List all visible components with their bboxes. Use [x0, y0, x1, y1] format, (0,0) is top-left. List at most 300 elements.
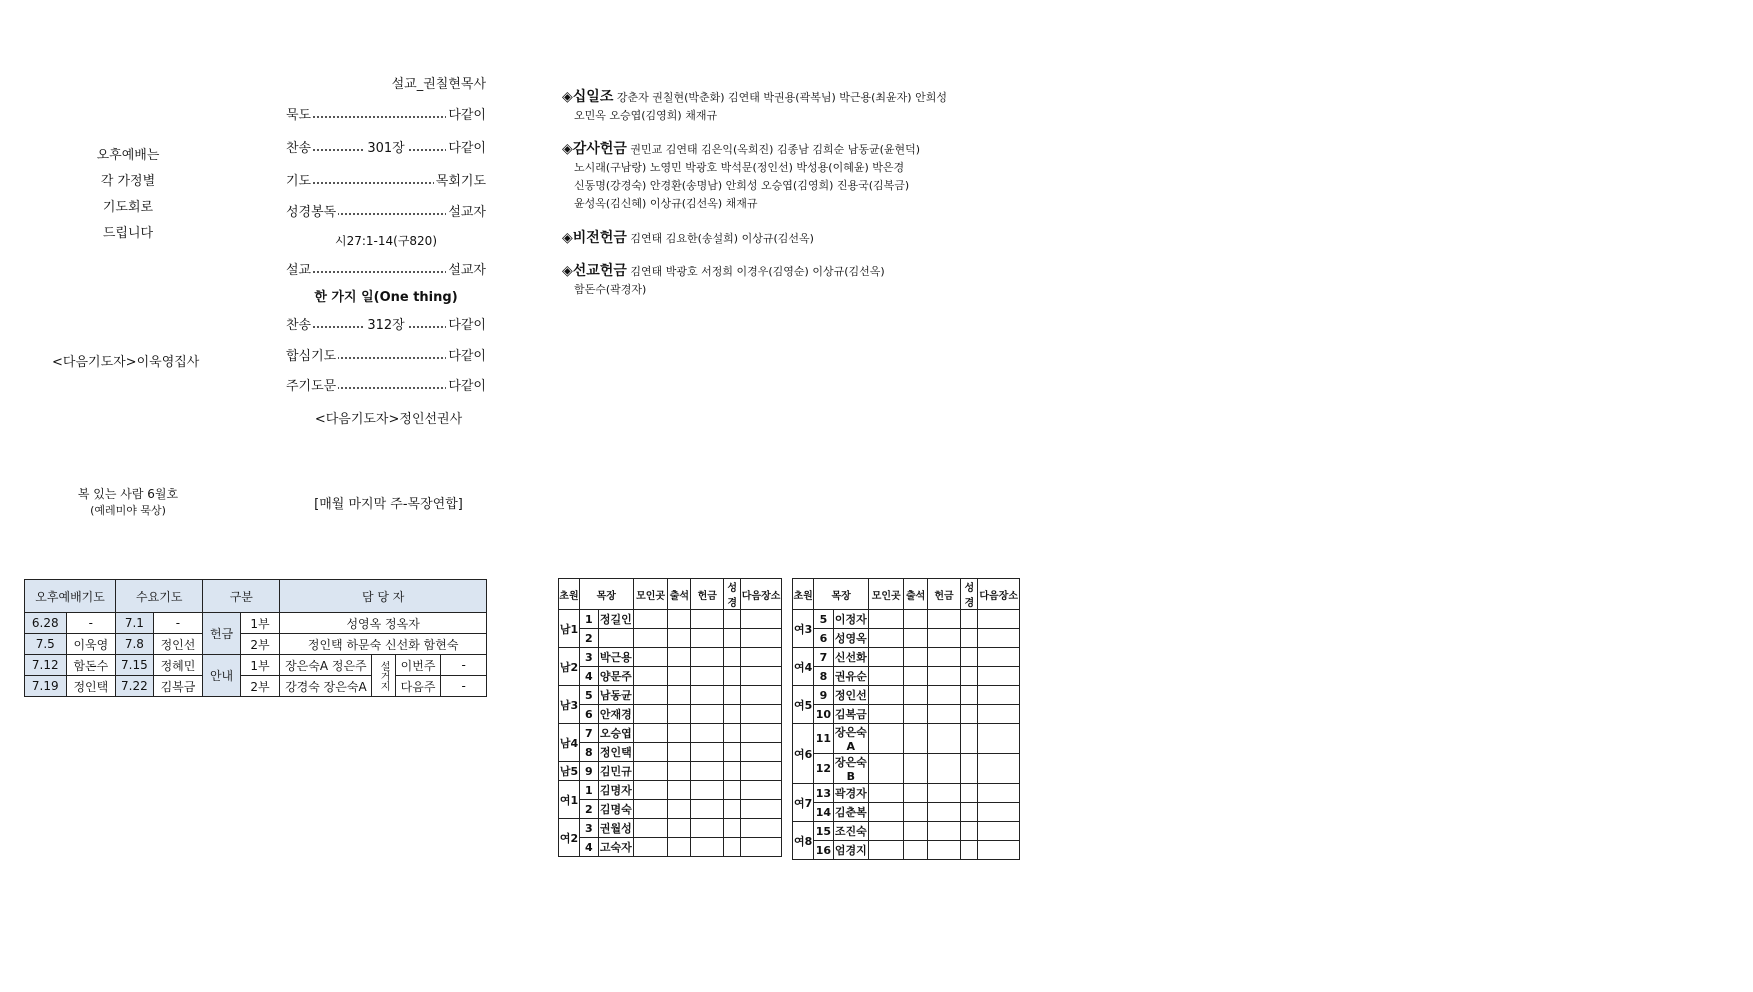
blank-entry-cell	[961, 754, 978, 784]
table-row	[793, 705, 1020, 724]
table-row	[559, 648, 782, 667]
offering-heading: ◈비전헌금	[562, 230, 627, 246]
blank-entry-cell	[668, 610, 691, 629]
table-row	[793, 648, 1020, 667]
group-header-cell: 헌금	[691, 579, 724, 610]
blank-entry-cell	[869, 784, 904, 803]
group-header-cell: 목장	[579, 579, 633, 610]
worship-item-label: 기도	[286, 170, 313, 189]
header-wednesday-prayer: 수요기도	[116, 580, 203, 613]
blank-entry-cell	[691, 629, 724, 648]
blank-entry-cell	[691, 724, 724, 743]
offering-vision	[562, 229, 1042, 248]
blank-entry-cell	[904, 784, 927, 803]
blank-entry-cell	[633, 800, 668, 819]
blank-entry-cell	[869, 686, 904, 705]
table-row	[793, 629, 1020, 648]
blank-entry-cell	[869, 841, 904, 860]
table-row	[559, 800, 782, 819]
blank-entry-cell	[978, 648, 1020, 667]
blank-entry-cell	[961, 629, 978, 648]
blank-entry-cell	[724, 667, 741, 686]
blank-entry-cell	[668, 686, 691, 705]
worship-item-label: 합심기도	[286, 345, 338, 364]
offering-duty: 성영옥 정옥자	[280, 613, 487, 634]
blank-entry-cell	[927, 803, 960, 822]
blank-entry-cell	[904, 648, 927, 667]
blank-entry-cell	[724, 686, 741, 705]
blank-entry-cell	[927, 629, 960, 648]
table-row	[25, 634, 487, 655]
group-leader-name: 김춘복	[833, 803, 868, 822]
scripture: 시27:1-14(구820)	[335, 234, 437, 248]
table-row	[559, 724, 782, 743]
group-leader-name	[598, 629, 633, 648]
group-leader-name: 박근용	[598, 648, 633, 667]
blank-entry-cell	[869, 724, 904, 754]
group-number: 9	[579, 762, 598, 781]
table-row	[559, 667, 782, 686]
offering-names: 강춘자 권칠현(박춘화) 김연태 박권용(곽복님) 박근용(최윤자) 안희성	[616, 91, 947, 104]
blank-entry-cell	[869, 648, 904, 667]
blank-entry-cell	[691, 667, 724, 686]
worship-item-leader: 다같이	[446, 314, 486, 333]
worship-item	[286, 314, 486, 334]
group-leader-name: 정인택	[598, 743, 633, 762]
blank-entry-cell	[978, 822, 1020, 841]
offering-tithe	[562, 88, 1042, 125]
group-number: 4	[579, 838, 598, 857]
blank-entry-cell	[978, 610, 1020, 629]
notice-line: 오후예배는	[96, 148, 160, 163]
blank-entry-cell	[633, 838, 668, 857]
blank-entry-cell	[633, 667, 668, 686]
group-leader-name: 오승엽	[598, 724, 633, 743]
worship-item	[286, 375, 486, 395]
group-header-cell: 초원	[793, 579, 814, 610]
blank-entry-cell	[633, 762, 668, 781]
group-number: 3	[579, 648, 598, 667]
group-header-cell: 초원	[559, 579, 580, 610]
next-week-person: -	[441, 676, 487, 697]
blank-entry-cell	[724, 705, 741, 724]
blank-entry-cell	[869, 610, 904, 629]
group-header-cell: 성경	[724, 579, 741, 610]
group-name: 남1	[559, 610, 580, 648]
blank-entry-cell	[961, 724, 978, 754]
offering-mission	[562, 262, 1042, 299]
sermon-title: 한 가지 일(One thing)	[314, 290, 458, 305]
person-cell: 함돈수	[66, 655, 116, 676]
blank-entry-cell	[904, 724, 927, 754]
group-leader-name: 양문주	[598, 667, 633, 686]
blank-entry-cell	[633, 705, 668, 724]
blank-entry-cell	[978, 784, 1020, 803]
blank-entry-cell	[741, 743, 782, 762]
group-leader-name: 장은숙A	[833, 724, 868, 754]
table-row	[793, 841, 1020, 860]
group-number: 7	[579, 724, 598, 743]
blank-entry-cell	[961, 648, 978, 667]
worship-item-hymn: 301장	[364, 137, 407, 156]
blank-entry-cell	[724, 629, 741, 648]
blank-entry-cell	[869, 705, 904, 724]
group-number: 5	[814, 610, 833, 629]
blank-entry-cell	[741, 724, 782, 743]
blank-entry-cell	[741, 838, 782, 857]
group-number: 16	[814, 841, 833, 860]
blank-entry-cell	[904, 610, 927, 629]
blank-entry-cell	[961, 822, 978, 841]
table-row	[793, 667, 1020, 686]
person-cell: 정인택	[66, 676, 116, 697]
group-leader-name: 곽경자	[833, 784, 868, 803]
next-prayer-right: <다음기도자>정인선권사	[314, 412, 463, 427]
blank-entry-cell	[741, 610, 782, 629]
worship-item-label: 설교	[286, 259, 313, 278]
blank-entry-cell	[741, 781, 782, 800]
blank-entry-cell	[978, 724, 1020, 754]
group-leader-name: 김민규	[598, 762, 633, 781]
table-row	[559, 838, 782, 857]
table-row	[559, 743, 782, 762]
group-table-header	[559, 579, 782, 610]
blank-entry-cell	[978, 841, 1020, 860]
blank-entry-cell	[724, 724, 741, 743]
person-cell: 김복금	[153, 676, 203, 697]
blank-entry-cell	[741, 819, 782, 838]
dishwashing-label: 설거지	[372, 655, 395, 697]
blank-entry-cell	[741, 667, 782, 686]
date-cell: 7.1	[116, 613, 153, 634]
group-number: 5	[579, 686, 598, 705]
blank-entry-cell	[691, 819, 724, 838]
header-afternoon-prayer: 오후예배기도	[25, 580, 116, 613]
blank-entry-cell	[904, 686, 927, 705]
blank-entry-cell	[741, 762, 782, 781]
group-leader-name: 정길인	[598, 610, 633, 629]
blank-entry-cell	[869, 822, 904, 841]
group-name: 남2	[559, 648, 580, 686]
this-week-label: 이번주	[395, 655, 441, 676]
offering-names: 노시래(구남랑) 노영민 박광호 박석문(정인선) 박성용(이혜윤) 박은경	[574, 161, 905, 174]
blank-entry-cell	[724, 819, 741, 838]
offering-names: 김연태 김요한(송설희) 이상규(김선옥)	[630, 232, 814, 245]
blank-entry-cell	[904, 754, 927, 784]
group-number: 6	[814, 629, 833, 648]
blank-entry-cell	[927, 686, 960, 705]
group-number: 2	[579, 629, 598, 648]
group-table-left	[558, 578, 782, 857]
group-leader-name: 권월성	[598, 819, 633, 838]
blank-entry-cell	[691, 743, 724, 762]
group-leader-name: 김명자	[598, 781, 633, 800]
blank-entry-cell	[741, 705, 782, 724]
worship-item-label: 성경봉독	[286, 201, 338, 220]
blank-entry-cell	[869, 754, 904, 784]
group-name: 여7	[793, 784, 814, 822]
header-person-in-charge: 담 당 자	[280, 580, 487, 613]
table-row	[793, 754, 1020, 784]
group-number: 8	[579, 743, 598, 762]
newsletter-subtitle: (예레미야 묵상)	[90, 504, 166, 517]
group-number: 9	[814, 686, 833, 705]
blank-entry-cell	[668, 705, 691, 724]
group-number: 1	[579, 610, 598, 629]
blank-entry-cell	[668, 724, 691, 743]
monthly-note: [매월 마지막 주-목장연합]	[314, 497, 463, 512]
date-cell: 7.19	[25, 676, 67, 697]
group-number: 11	[814, 724, 833, 754]
blank-entry-cell	[869, 667, 904, 686]
group-header-cell: 다음장소	[741, 579, 782, 610]
group-leader-name: 성영옥	[833, 629, 868, 648]
blank-entry-cell	[633, 724, 668, 743]
notice-line: 드립니다	[102, 226, 154, 241]
blank-entry-cell	[724, 781, 741, 800]
blank-entry-cell	[668, 762, 691, 781]
blank-entry-cell	[961, 705, 978, 724]
blank-entry-cell	[927, 822, 960, 841]
group-header-cell: 출석	[904, 579, 927, 610]
part-label: 2부	[240, 676, 280, 697]
blank-entry-cell	[741, 800, 782, 819]
group-leader-name: 정인선	[833, 686, 868, 705]
group-number: 2	[579, 800, 598, 819]
group-number: 10	[814, 705, 833, 724]
blank-entry-cell	[927, 648, 960, 667]
group-header-cell: 다음장소	[978, 579, 1020, 610]
worship-item-label: 찬송	[286, 314, 313, 333]
worship-item	[286, 104, 486, 124]
group-table-header	[793, 579, 1020, 610]
worship-item-label: 묵도	[286, 104, 313, 123]
person-cell: 정혜민	[153, 655, 203, 676]
date-cell: 7.22	[116, 676, 153, 697]
table-row	[793, 686, 1020, 705]
date-cell: 7.5	[25, 634, 67, 655]
group-leader-name: 안재경	[598, 705, 633, 724]
blank-entry-cell	[668, 743, 691, 762]
table-row	[559, 819, 782, 838]
group-name: 남3	[559, 686, 580, 724]
blank-entry-cell	[904, 667, 927, 686]
group-number: 6	[579, 705, 598, 724]
table-row	[793, 822, 1020, 841]
group-table-right	[792, 578, 1020, 860]
table-row	[559, 629, 782, 648]
table-row	[559, 762, 782, 781]
worship-item	[286, 345, 486, 365]
blank-entry-cell	[633, 610, 668, 629]
blank-entry-cell	[691, 800, 724, 819]
blank-entry-cell	[724, 800, 741, 819]
part-label: 1부	[240, 613, 280, 634]
blank-entry-cell	[668, 819, 691, 838]
blank-entry-cell	[633, 819, 668, 838]
offering-heading: ◈십일조	[562, 89, 614, 105]
blank-entry-cell	[978, 803, 1020, 822]
table-row	[559, 705, 782, 724]
blank-entry-cell	[978, 705, 1020, 724]
blank-entry-cell	[741, 629, 782, 648]
next-prayer-left: <다음기도자>이욱영집사	[52, 355, 200, 370]
group-header-cell: 성경	[961, 579, 978, 610]
blank-entry-cell	[904, 705, 927, 724]
group-number: 13	[814, 784, 833, 803]
blank-entry-cell	[927, 784, 960, 803]
offering-heading: ◈선교헌금	[562, 263, 627, 279]
offering-label: 헌금	[203, 613, 240, 655]
blank-entry-cell	[978, 629, 1020, 648]
table-row	[25, 655, 487, 676]
blank-entry-cell	[869, 803, 904, 822]
person-cell: -	[66, 613, 116, 634]
offering-names: 함돈수(곽경자)	[574, 283, 647, 296]
group-number: 7	[814, 648, 833, 667]
blank-entry-cell	[633, 781, 668, 800]
worship-item-leader: 다같이	[446, 375, 486, 394]
blank-entry-cell	[741, 648, 782, 667]
worship-item-leader: 다같이	[446, 137, 486, 156]
worship-item-leader: 다같이	[446, 104, 486, 123]
blank-entry-cell	[633, 743, 668, 762]
this-week-person: -	[441, 655, 487, 676]
group-leader-name: 이정자	[833, 610, 868, 629]
group-leader-name: 권유순	[833, 667, 868, 686]
blank-entry-cell	[691, 610, 724, 629]
table-row	[559, 610, 782, 629]
part-label: 2부	[240, 634, 280, 655]
group-number: 8	[814, 667, 833, 686]
blank-entry-cell	[961, 667, 978, 686]
blank-entry-cell	[724, 610, 741, 629]
afternoon-notice	[60, 143, 196, 247]
blank-entry-cell	[691, 781, 724, 800]
offering-heading: ◈감사헌금	[562, 141, 627, 157]
blank-entry-cell	[633, 629, 668, 648]
offering-names: 오민옥 오승엽(김영희) 채재규	[574, 109, 718, 122]
table-row	[25, 613, 487, 634]
offering-duty: 정인택 하문숙 신선화 함현숙	[280, 634, 487, 655]
worship-item-leader: 설교자	[446, 201, 486, 220]
group-name: 여8	[793, 822, 814, 860]
group-leader-name: 조진숙	[833, 822, 868, 841]
blank-entry-cell	[668, 667, 691, 686]
offering-thanks	[562, 140, 1042, 213]
worship-item	[286, 201, 486, 221]
date-cell: 7.15	[116, 655, 153, 676]
notice-line: 각 가정별	[100, 174, 156, 189]
blank-entry-cell	[724, 838, 741, 857]
blank-entry-cell	[961, 610, 978, 629]
group-number: 4	[579, 667, 598, 686]
group-name: 여2	[559, 819, 580, 857]
group-number: 3	[579, 819, 598, 838]
group-name: 여4	[793, 648, 814, 686]
group-name: 여6	[793, 724, 814, 784]
blank-entry-cell	[691, 762, 724, 781]
blank-entry-cell	[904, 629, 927, 648]
group-leader-name: 남동균	[598, 686, 633, 705]
newsletter-title: 복 있는 사람 6월호	[77, 487, 179, 501]
blank-entry-cell	[724, 648, 741, 667]
group-header-cell: 헌금	[927, 579, 960, 610]
person-cell: 정인선	[153, 634, 203, 655]
group-number: 14	[814, 803, 833, 822]
guide-duty: 장은숙A 정은주	[280, 655, 372, 676]
blank-entry-cell	[927, 724, 960, 754]
blank-entry-cell	[978, 667, 1020, 686]
blank-entry-cell	[691, 705, 724, 724]
blank-entry-cell	[961, 803, 978, 822]
group-leader-name: 엄경지	[833, 841, 868, 860]
blank-entry-cell	[668, 781, 691, 800]
next-week-label: 다음주	[395, 676, 441, 697]
blank-entry-cell	[978, 754, 1020, 784]
blank-entry-cell	[869, 629, 904, 648]
group-header-cell: 모인곳	[869, 579, 904, 610]
table-row	[25, 676, 487, 697]
offering-names: 신동명(강경숙) 안경환(송명남) 안희성 오승엽(김영희) 진용국(김복금)	[574, 179, 910, 192]
table-row	[793, 803, 1020, 822]
blank-entry-cell	[724, 762, 741, 781]
group-leader-name: 김복금	[833, 705, 868, 724]
table-row	[559, 686, 782, 705]
blank-entry-cell	[691, 648, 724, 667]
blank-entry-cell	[961, 784, 978, 803]
group-number: 1	[579, 781, 598, 800]
group-number: 12	[814, 754, 833, 784]
date-cell: 6.28	[25, 613, 67, 634]
group-header-cell: 목장	[814, 579, 869, 610]
guide-duty: 강경숙 장은숙A	[280, 676, 372, 697]
group-number: 15	[814, 822, 833, 841]
group-header-cell: 출석	[668, 579, 691, 610]
blank-entry-cell	[978, 686, 1020, 705]
blank-entry-cell	[904, 803, 927, 822]
blank-entry-cell	[741, 686, 782, 705]
worship-item-label: 주기도문	[286, 375, 338, 394]
part-label: 1부	[240, 655, 280, 676]
group-leader-name: 김명숙	[598, 800, 633, 819]
blank-entry-cell	[961, 841, 978, 860]
duty-table	[24, 579, 487, 697]
person-cell: -	[153, 613, 203, 634]
blank-entry-cell	[633, 686, 668, 705]
blank-entry-cell	[927, 667, 960, 686]
worship-item-hymn: 312장	[364, 314, 407, 333]
blank-entry-cell	[927, 705, 960, 724]
newsletter	[48, 485, 208, 518]
worship-item	[286, 259, 486, 279]
group-header-cell: 모인곳	[633, 579, 668, 610]
group-name: 여3	[793, 610, 814, 648]
worship-item-leader: 다같이	[446, 345, 486, 364]
worship-item	[286, 170, 486, 190]
person-cell: 이욱영	[66, 634, 116, 655]
group-leader-name: 고숙자	[598, 838, 633, 857]
group-name: 여1	[559, 781, 580, 819]
guide-label: 안내	[203, 655, 240, 697]
blank-entry-cell	[633, 648, 668, 667]
blank-entry-cell	[668, 800, 691, 819]
group-leader-name: 신선화	[833, 648, 868, 667]
header-category: 구분	[203, 580, 280, 613]
blank-entry-cell	[904, 841, 927, 860]
blank-entry-cell	[691, 838, 724, 857]
date-cell: 7.12	[25, 655, 67, 676]
